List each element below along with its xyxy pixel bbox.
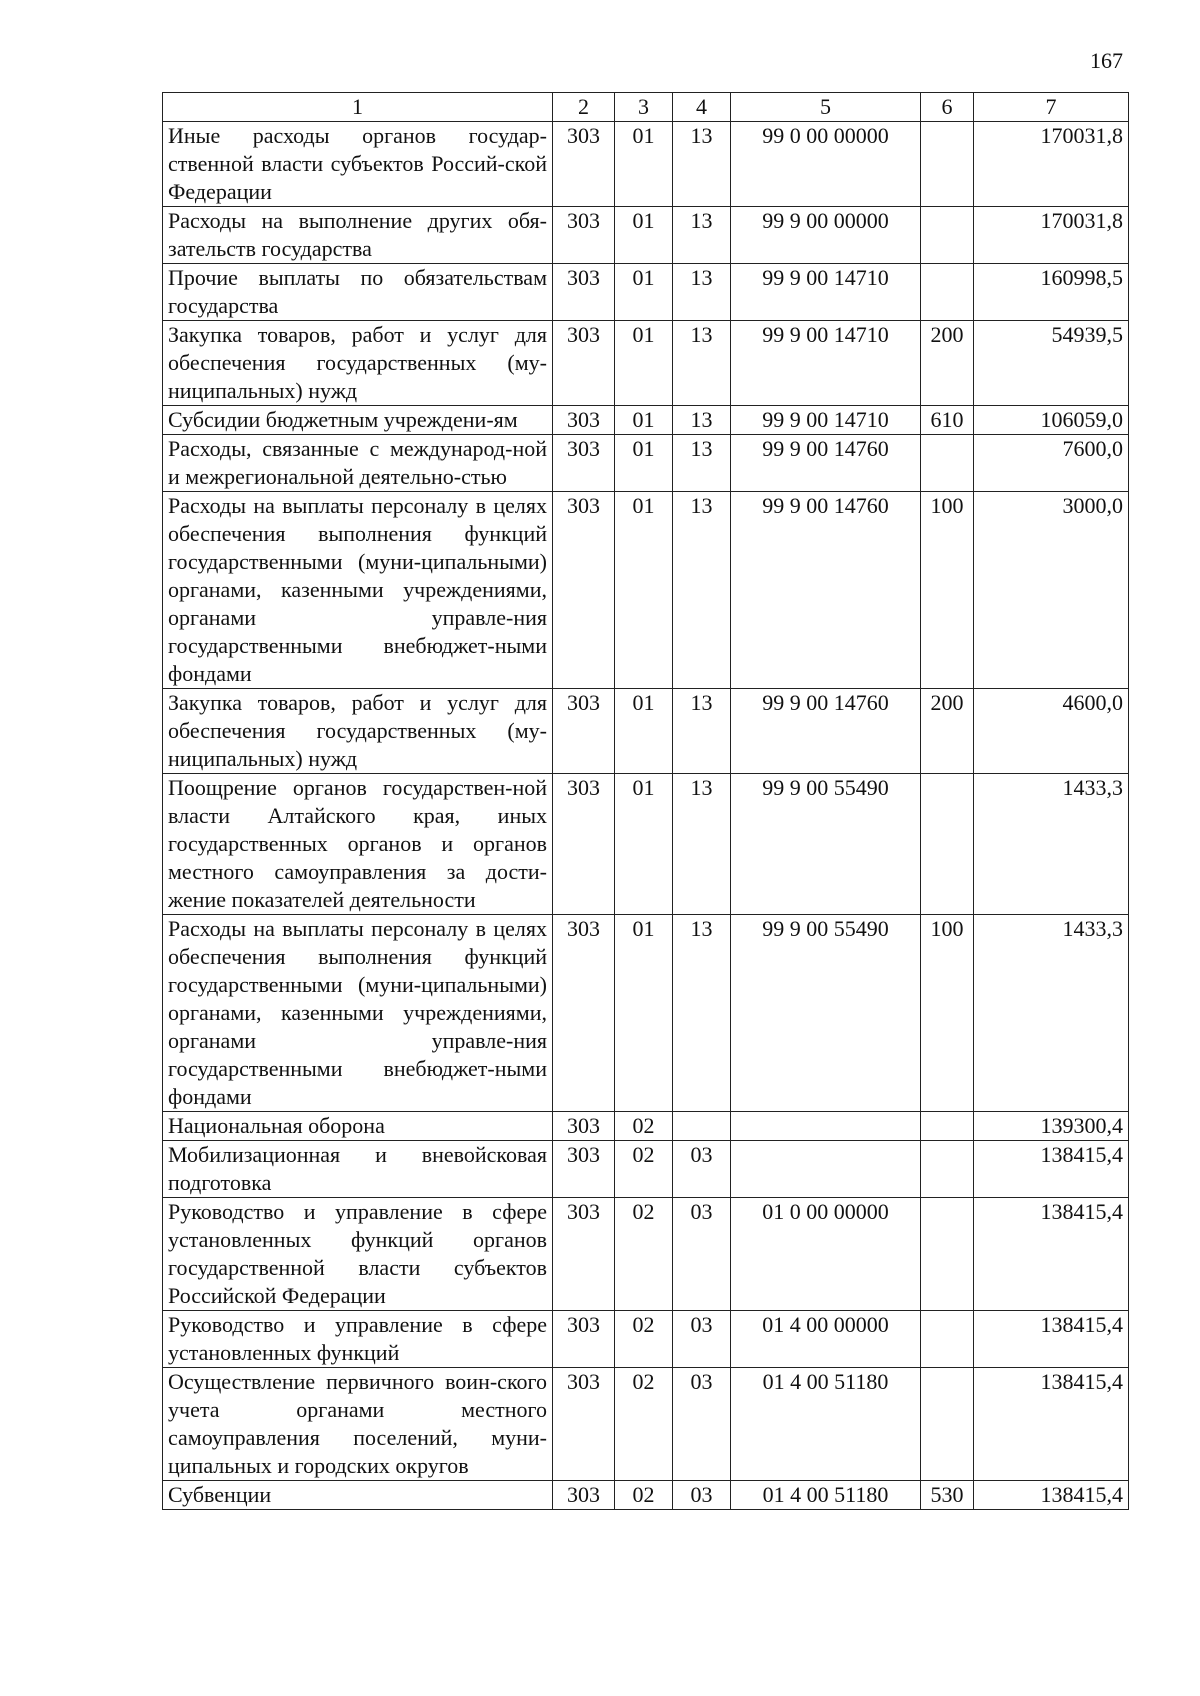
table-row bbox=[163, 689, 1129, 774]
cell-section: 01 bbox=[615, 689, 673, 774]
cell-target-article: 01 4 00 51180 bbox=[731, 1368, 921, 1481]
cell-sum: 170031,8 bbox=[974, 122, 1129, 207]
cell-section: 01 bbox=[615, 122, 673, 207]
cell-subsection: 13 bbox=[673, 207, 731, 264]
cell-section: 01 bbox=[615, 435, 673, 492]
cell-name: Субсидии бюджетным учреждени-ям bbox=[163, 406, 553, 435]
table-row bbox=[163, 207, 1129, 264]
table-row bbox=[163, 264, 1129, 321]
cell-subsection: 03 bbox=[673, 1141, 731, 1198]
cell-section: 01 bbox=[615, 492, 673, 689]
cell-name: Национальная оборона bbox=[163, 1112, 553, 1141]
cell-target-article: 99 9 00 14710 bbox=[731, 406, 921, 435]
cell-expense-type bbox=[921, 774, 974, 915]
table-row bbox=[163, 406, 1129, 435]
table-row bbox=[163, 1112, 1129, 1141]
cell-name: Иные расходы органов государ-ственной власти субъектов Россий-ской Федерации bbox=[163, 122, 553, 207]
cell-section: 02 bbox=[615, 1368, 673, 1481]
cell-section: 02 bbox=[615, 1112, 673, 1141]
cell-sum: 106059,0 bbox=[974, 406, 1129, 435]
table-row bbox=[163, 492, 1129, 689]
cell-subsection: 13 bbox=[673, 321, 731, 406]
cell-subsection: 13 bbox=[673, 264, 731, 321]
cell-sum: 54939,5 bbox=[974, 321, 1129, 406]
cell-sum: 1433,3 bbox=[974, 774, 1129, 915]
cell-expense-type: 100 bbox=[921, 915, 974, 1112]
column-header: 5 bbox=[731, 93, 921, 122]
cell-expense-type: 200 bbox=[921, 689, 974, 774]
cell-section: 01 bbox=[615, 207, 673, 264]
cell-target-article: 99 9 00 55490 bbox=[731, 774, 921, 915]
cell-target-article: 99 9 00 14710 bbox=[731, 321, 921, 406]
cell-section: 01 bbox=[615, 915, 673, 1112]
cell-subsection: 03 bbox=[673, 1311, 731, 1368]
cell-name: Мобилизационная и вневойсковая подготовка bbox=[163, 1141, 553, 1198]
cell-target-article: 99 9 00 14760 bbox=[731, 492, 921, 689]
column-header: 2 bbox=[553, 93, 615, 122]
cell-grbs: 303 bbox=[553, 406, 615, 435]
cell-target-article: 99 9 00 14710 bbox=[731, 264, 921, 321]
cell-target-article: 99 9 00 00000 bbox=[731, 207, 921, 264]
column-header: 4 bbox=[673, 93, 731, 122]
cell-name: Руководство и управление в сфере установленных функций bbox=[163, 1311, 553, 1368]
cell-grbs: 303 bbox=[553, 1368, 615, 1481]
header-row bbox=[163, 93, 1129, 122]
cell-sum: 139300,4 bbox=[974, 1112, 1129, 1141]
cell-subsection: 03 bbox=[673, 1481, 731, 1510]
cell-target-article bbox=[731, 1112, 921, 1141]
cell-grbs: 303 bbox=[553, 1198, 615, 1311]
table-row bbox=[163, 1311, 1129, 1368]
cell-grbs: 303 bbox=[553, 774, 615, 915]
cell-subsection: 13 bbox=[673, 915, 731, 1112]
table-row bbox=[163, 1368, 1129, 1481]
cell-sum: 138415,4 bbox=[974, 1141, 1129, 1198]
cell-name: Расходы на выполнение других обя-зательств государства bbox=[163, 207, 553, 264]
cell-target-article: 01 4 00 00000 bbox=[731, 1311, 921, 1368]
cell-section: 02 bbox=[615, 1198, 673, 1311]
cell-section: 02 bbox=[615, 1311, 673, 1368]
cell-section: 01 bbox=[615, 321, 673, 406]
cell-sum: 7600,0 bbox=[974, 435, 1129, 492]
cell-grbs: 303 bbox=[553, 264, 615, 321]
cell-subsection: 13 bbox=[673, 689, 731, 774]
cell-subsection: 03 bbox=[673, 1368, 731, 1481]
cell-expense-type: 530 bbox=[921, 1481, 974, 1510]
cell-expense-type bbox=[921, 435, 974, 492]
table-row bbox=[163, 321, 1129, 406]
cell-expense-type bbox=[921, 1368, 974, 1481]
column-header: 3 bbox=[615, 93, 673, 122]
cell-sum: 138415,4 bbox=[974, 1311, 1129, 1368]
table-row bbox=[163, 1198, 1129, 1311]
cell-name: Субвенции bbox=[163, 1481, 553, 1510]
cell-grbs: 303 bbox=[553, 207, 615, 264]
cell-expense-type bbox=[921, 1141, 974, 1198]
cell-name: Закупка товаров, работ и услуг для обеспечения государственных (му-ниципальных) нужд bbox=[163, 321, 553, 406]
cell-grbs: 303 bbox=[553, 1311, 615, 1368]
cell-grbs: 303 bbox=[553, 689, 615, 774]
table-row bbox=[163, 915, 1129, 1112]
table-row bbox=[163, 1141, 1129, 1198]
column-header: 6 bbox=[921, 93, 974, 122]
cell-sum: 160998,5 bbox=[974, 264, 1129, 321]
cell-subsection: 13 bbox=[673, 435, 731, 492]
column-header: 7 bbox=[974, 93, 1129, 122]
cell-expense-type bbox=[921, 1311, 974, 1368]
cell-target-article bbox=[731, 1141, 921, 1198]
cell-name: Руководство и управление в сфере установленных функций органов государственной власти субъектов Российской Федерации bbox=[163, 1198, 553, 1311]
page-number: 167 bbox=[1090, 48, 1123, 73]
cell-section: 02 bbox=[615, 1481, 673, 1510]
cell-expense-type bbox=[921, 207, 974, 264]
cell-grbs: 303 bbox=[553, 1481, 615, 1510]
cell-subsection: 13 bbox=[673, 406, 731, 435]
cell-sum: 3000,0 bbox=[974, 492, 1129, 689]
cell-sum: 1433,3 bbox=[974, 915, 1129, 1112]
cell-target-article: 01 4 00 51180 bbox=[731, 1481, 921, 1510]
cell-sum: 138415,4 bbox=[974, 1481, 1129, 1510]
cell-subsection bbox=[673, 1112, 731, 1141]
cell-grbs: 303 bbox=[553, 321, 615, 406]
table-row bbox=[163, 1481, 1129, 1510]
cell-sum: 170031,8 bbox=[974, 207, 1129, 264]
cell-grbs: 303 bbox=[553, 435, 615, 492]
cell-subsection: 13 bbox=[673, 492, 731, 689]
cell-target-article: 99 9 00 55490 bbox=[731, 915, 921, 1112]
cell-expense-type bbox=[921, 122, 974, 207]
column-header: 1 bbox=[163, 93, 553, 122]
cell-name: Расходы, связанные с международ-ной и межрегиональной деятельно-стью bbox=[163, 435, 553, 492]
table-row bbox=[163, 774, 1129, 915]
cell-sum: 138415,4 bbox=[974, 1368, 1129, 1481]
cell-section: 01 bbox=[615, 264, 673, 321]
cell-expense-type: 100 bbox=[921, 492, 974, 689]
cell-grbs: 303 bbox=[553, 1112, 615, 1141]
cell-subsection: 03 bbox=[673, 1198, 731, 1311]
cell-expense-type bbox=[921, 1198, 974, 1311]
cell-grbs: 303 bbox=[553, 122, 615, 207]
cell-section: 02 bbox=[615, 1141, 673, 1198]
cell-name: Поощрение органов государствен-ной власти Алтайского края, иных государственных органов и органов местного самоуправления за дости-жение показателей деятельности bbox=[163, 774, 553, 915]
table-row bbox=[163, 435, 1129, 492]
cell-section: 01 bbox=[615, 406, 673, 435]
cell-grbs: 303 bbox=[553, 1141, 615, 1198]
cell-target-article: 01 0 00 00000 bbox=[731, 1198, 921, 1311]
cell-expense-type: 200 bbox=[921, 321, 974, 406]
cell-target-article: 99 0 00 00000 bbox=[731, 122, 921, 207]
cell-name: Осуществление первичного воин-ского учета органами местного самоуправления поселений, муни-ципальных и городских округов bbox=[163, 1368, 553, 1481]
cell-target-article: 99 9 00 14760 bbox=[731, 435, 921, 492]
cell-subsection: 13 bbox=[673, 122, 731, 207]
cell-section: 01 bbox=[615, 774, 673, 915]
budget-table bbox=[162, 92, 1129, 1510]
cell-name: Прочие выплаты по обязательствам государства bbox=[163, 264, 553, 321]
cell-expense-type bbox=[921, 1112, 974, 1141]
cell-sum: 4600,0 bbox=[974, 689, 1129, 774]
cell-name: Расходы на выплаты персоналу в целях обеспечения выполнения функций государственными (муни-ципальными) органами, казенными учреждениями, органами управле-ния государственными внебюджет-ными фондами bbox=[163, 915, 553, 1112]
cell-expense-type: 610 bbox=[921, 406, 974, 435]
cell-name: Расходы на выплаты персоналу в целях обеспечения выполнения функций государственными (муни-ципальными) органами, казенными учреждениями, органами управле-ния государственными внебюджет-ными фондами bbox=[163, 492, 553, 689]
cell-subsection: 13 bbox=[673, 774, 731, 915]
cell-name: Закупка товаров, работ и услуг для обеспечения государственных (му-ниципальных) нужд bbox=[163, 689, 553, 774]
table-row bbox=[163, 122, 1129, 207]
cell-target-article: 99 9 00 14760 bbox=[731, 689, 921, 774]
cell-grbs: 303 bbox=[553, 915, 615, 1112]
cell-grbs: 303 bbox=[553, 492, 615, 689]
cell-expense-type bbox=[921, 264, 974, 321]
cell-sum: 138415,4 bbox=[974, 1198, 1129, 1311]
